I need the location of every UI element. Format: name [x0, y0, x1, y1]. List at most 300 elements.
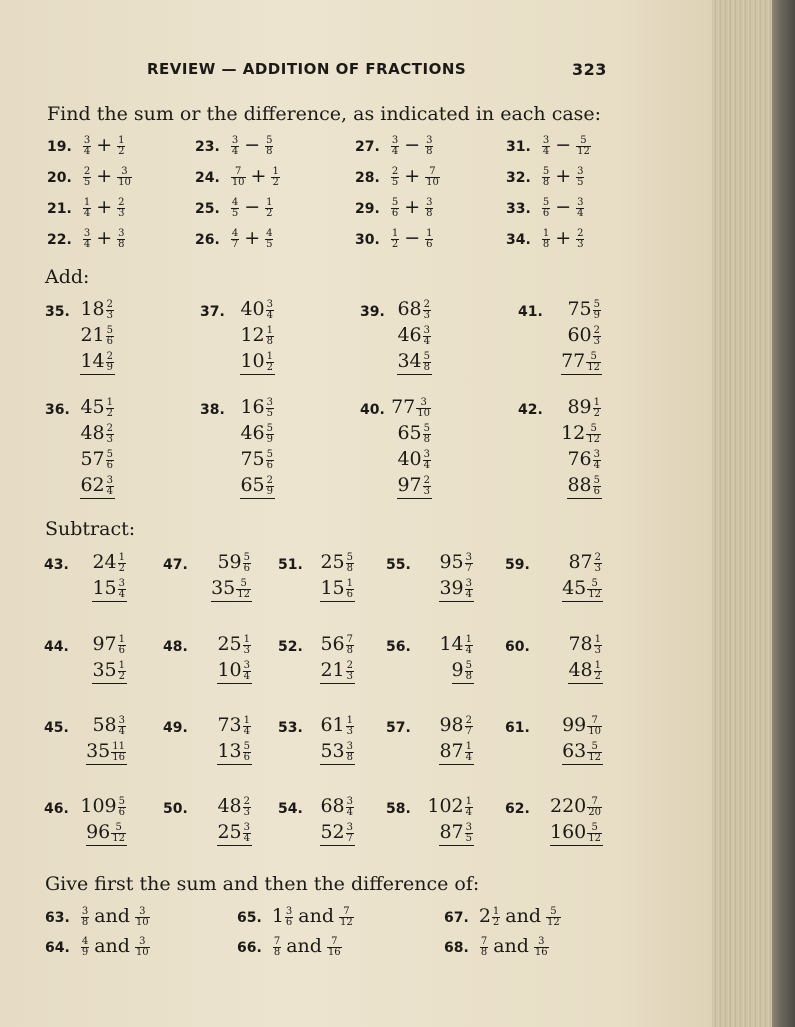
numerator: 5 — [576, 136, 591, 147]
fraction — [83, 229, 91, 250]
numerator: 3 — [577, 196, 584, 208]
whole-number: 160 — [550, 821, 587, 843]
expression — [541, 196, 586, 218]
denominator: 12 — [587, 361, 600, 373]
denominator: 8 — [266, 145, 273, 157]
connector-and: and — [94, 935, 130, 957]
fraction — [266, 326, 274, 347]
whole-number: 61 — [320, 714, 345, 736]
fraction — [346, 661, 354, 682]
denominator: 2 — [118, 145, 125, 157]
whole-number: 87 — [568, 551, 593, 573]
numerator: 5 — [587, 742, 602, 753]
fraction — [346, 579, 354, 600]
problem-number: 22. — [47, 232, 72, 248]
mixed-number — [320, 659, 355, 684]
numerator: 4 — [231, 227, 239, 239]
fraction — [425, 198, 433, 219]
operator: + — [96, 196, 113, 218]
mixed-number — [550, 795, 603, 818]
fraction — [391, 229, 399, 250]
mixed-number — [217, 795, 252, 818]
numerator: 5 — [546, 907, 561, 918]
fraction — [576, 198, 584, 219]
denominator: 3 — [594, 644, 601, 656]
mixed-number — [562, 740, 603, 765]
problem-number: 37. — [200, 304, 225, 320]
whole-number: 45 — [562, 577, 587, 599]
fraction — [231, 229, 239, 250]
expression — [230, 227, 275, 249]
denominator: 4 — [243, 725, 250, 737]
mixed-number — [80, 474, 115, 499]
numerator: 5 — [423, 422, 430, 434]
numerator: 4 — [266, 227, 273, 239]
problem-number: 32. — [506, 170, 531, 186]
mixed-number — [320, 821, 355, 846]
denominator: 8 — [426, 207, 433, 219]
mixed-number — [561, 350, 602, 375]
problem-number: 31. — [506, 139, 531, 155]
whole-number: 52 — [320, 821, 345, 843]
sum-difference-problem — [506, 165, 585, 188]
whole-number: 2 — [478, 905, 491, 927]
denominator: 12 — [588, 751, 601, 763]
fraction — [106, 424, 114, 445]
denominator: 10 — [417, 407, 430, 419]
mixed-number — [567, 396, 602, 419]
denominator: 4 — [593, 459, 600, 471]
and-problem — [444, 935, 550, 958]
numerator: 5 — [111, 823, 126, 834]
operator: − — [555, 196, 572, 218]
fraction — [542, 198, 550, 219]
page-number: 323 — [572, 60, 607, 79]
numerator: 7 — [346, 633, 353, 645]
denominator: 7 — [465, 725, 472, 737]
fraction — [587, 742, 602, 763]
mixed-number — [211, 577, 252, 602]
numerator: 5 — [465, 659, 472, 671]
whole-number: 40 — [240, 298, 265, 320]
fraction — [117, 136, 125, 157]
numerator: 1 — [272, 165, 279, 177]
expression — [82, 134, 127, 156]
numerator: 3 — [266, 298, 273, 310]
denominator: 6 — [243, 562, 250, 574]
denominator: 3 — [423, 309, 430, 321]
fraction — [118, 661, 126, 682]
numerator: 2 — [465, 714, 472, 726]
problem-number: 24. — [195, 170, 220, 186]
expression — [272, 935, 343, 957]
denominator: 5 — [231, 207, 239, 219]
fraction — [266, 424, 274, 445]
denominator: 3 — [243, 806, 250, 818]
numerator: 3 — [593, 448, 600, 460]
numerator: 2 — [83, 165, 91, 177]
fraction — [265, 198, 273, 219]
mixed-number — [439, 714, 474, 737]
denominator: 8 — [465, 670, 472, 682]
operator: + — [96, 227, 113, 249]
mixed-number — [568, 551, 603, 574]
problem-number: 40. — [360, 402, 385, 418]
expression — [390, 196, 435, 218]
numerator: 1 — [594, 659, 601, 671]
instruction-sum-then-difference: Give first the sum and then the difference of: — [45, 873, 480, 895]
whole-number: 21 — [80, 324, 105, 346]
expression — [272, 905, 355, 927]
numerator: 3 — [465, 551, 472, 563]
problem-number: 63. — [45, 910, 70, 926]
mixed-number — [92, 714, 127, 737]
numerator: 5 — [542, 165, 550, 177]
denominator: 8 — [542, 238, 550, 250]
fraction — [231, 167, 246, 188]
mixed-number — [217, 659, 252, 684]
denominator: 4 — [391, 145, 399, 157]
denominator: 6 — [391, 207, 399, 219]
whole-number: 102 — [427, 795, 464, 817]
instruction-subtract: Subtract: — [45, 518, 136, 540]
fraction — [339, 907, 354, 928]
mixed-number — [86, 821, 127, 846]
fraction — [118, 579, 126, 600]
fraction — [117, 198, 125, 219]
numerator: 3 — [83, 227, 91, 239]
sum-difference-problem — [47, 165, 133, 188]
fraction — [243, 742, 251, 763]
mixed-number — [397, 298, 432, 321]
whole-number: 12 — [561, 422, 586, 444]
problem-number: 21. — [47, 201, 72, 217]
fraction — [423, 424, 431, 445]
fraction — [273, 937, 281, 958]
mixed-number — [80, 448, 115, 471]
operator: + — [555, 165, 572, 187]
operator: + — [555, 227, 572, 249]
fraction — [391, 167, 399, 188]
denominator: 8 — [273, 946, 281, 958]
and-problem — [237, 935, 343, 958]
fraction — [106, 476, 114, 497]
mixed-number — [240, 324, 275, 347]
numerator: 5 — [391, 196, 399, 208]
denominator: 6 — [106, 335, 113, 347]
mixed-number — [397, 422, 432, 445]
denominator: 9 — [593, 309, 600, 321]
mixed-number — [568, 633, 603, 656]
whole-number: 58 — [92, 714, 117, 736]
fraction — [586, 424, 601, 445]
whole-number: 97 — [92, 633, 117, 655]
numerator: 3 — [117, 167, 132, 178]
connector-and: and — [493, 935, 529, 957]
denominator: 8 — [346, 644, 353, 656]
mixed-number — [561, 422, 602, 445]
mixed-number — [439, 551, 474, 574]
whole-number: 75 — [567, 298, 592, 320]
numerator: 5 — [236, 579, 251, 590]
numerator: 3 — [465, 821, 472, 833]
operator: − — [244, 196, 261, 218]
problem-number: 26. — [195, 232, 220, 248]
numerator: 3 — [346, 821, 353, 833]
operator: − — [244, 134, 261, 156]
numerator: 2 — [594, 551, 601, 563]
numerator: 4 — [81, 935, 89, 947]
mixed-number — [567, 448, 602, 471]
denominator: 7 — [346, 832, 353, 844]
fraction — [243, 797, 251, 818]
numerator: 2 — [106, 350, 113, 362]
denominator: 4 — [83, 145, 91, 157]
mixed-number — [427, 795, 474, 818]
denominator: 4 — [266, 309, 273, 321]
expression — [80, 935, 151, 957]
denominator: 10 — [135, 946, 149, 958]
problem-number: 64. — [45, 940, 70, 956]
numerator: 3 — [426, 134, 433, 146]
numerator: 5 — [586, 424, 601, 435]
numerator: 5 — [593, 474, 600, 486]
mixed-number — [320, 577, 355, 602]
numerator: 3 — [465, 577, 472, 589]
whole-number: 34 — [397, 350, 422, 372]
numerator: 1 — [465, 633, 472, 645]
numerator: 7 — [587, 716, 602, 727]
denominator: 10 — [588, 725, 601, 737]
mixed-number — [92, 551, 127, 574]
numerator: 5 — [587, 823, 602, 834]
numerator: 7 — [273, 935, 281, 947]
fraction — [266, 300, 274, 321]
denominator: 5 — [266, 407, 273, 419]
problem-number: 48. — [163, 639, 188, 655]
denominator: 8 — [423, 361, 430, 373]
problem-number: 66. — [237, 940, 262, 956]
fraction — [542, 229, 550, 250]
fraction — [271, 167, 279, 188]
denominator: 4 — [118, 588, 125, 600]
instruction-add: Add: — [45, 266, 90, 288]
instruction-sum-difference: Find the sum or the difference, as indicated in each case: — [47, 103, 602, 125]
problem-number: 30. — [355, 232, 380, 248]
numerator: 1 — [594, 633, 601, 645]
whole-number: 76 — [567, 448, 592, 470]
whole-number: 63 — [562, 740, 587, 762]
operator: − — [404, 227, 421, 249]
whole-number: 25 — [320, 551, 345, 573]
problem-number: 39. — [360, 304, 385, 320]
sum-difference-problem — [355, 134, 434, 157]
fraction — [594, 661, 602, 682]
mixed-number — [80, 396, 115, 419]
denominator: 4 — [423, 335, 430, 347]
fraction — [81, 907, 89, 928]
expression — [541, 134, 592, 156]
fraction — [593, 300, 601, 321]
denominator: 8 — [423, 433, 430, 445]
problem-number: 43. — [44, 557, 69, 573]
numerator: 3 — [106, 474, 113, 486]
fraction — [83, 198, 91, 219]
denominator: 2 — [266, 207, 273, 219]
whole-number: 88 — [567, 474, 592, 496]
whole-number: 46 — [240, 422, 265, 444]
numerator: 3 — [231, 134, 239, 146]
numerator: 1 — [106, 396, 113, 408]
mixed-number — [567, 474, 602, 499]
operator: + — [404, 165, 421, 187]
whole-number: 68 — [320, 795, 345, 817]
fraction — [480, 937, 488, 958]
operator: − — [555, 134, 572, 156]
mixed-number — [217, 740, 252, 765]
denominator: 5 — [391, 176, 399, 188]
expression — [541, 165, 586, 187]
problem-number: 55. — [386, 557, 411, 573]
whole-number: 109 — [80, 795, 117, 817]
mixed-number — [86, 740, 127, 765]
mixed-number — [567, 298, 602, 321]
problem-number: 42. — [518, 402, 543, 418]
fraction — [285, 907, 293, 928]
numerator: 3 — [423, 324, 430, 336]
fraction — [593, 326, 601, 347]
whole-number: 24 — [92, 551, 117, 573]
numerator: 2 — [106, 422, 113, 434]
problem-number: 28. — [355, 170, 380, 186]
problem-number: 51. — [278, 557, 303, 573]
denominator: 6 — [243, 751, 250, 763]
sum-difference-problem — [355, 196, 434, 219]
numerator: 3 — [577, 165, 584, 177]
fraction — [576, 229, 584, 250]
denominator: 2 — [391, 238, 399, 250]
numerator: 1 — [266, 196, 273, 208]
mixed-number — [92, 577, 127, 602]
fraction — [346, 553, 354, 574]
whole-number: 59 — [217, 551, 242, 573]
numerator: 7 — [339, 907, 354, 918]
denominator: 2 — [594, 670, 601, 682]
numerator: 5 — [593, 298, 600, 310]
problem-number: 45. — [44, 720, 69, 736]
whole-number: 98 — [439, 714, 464, 736]
numerator: 1 — [492, 905, 500, 917]
denominator: 3 — [423, 485, 430, 497]
denominator: 4 — [465, 644, 472, 656]
numerator: 5 — [266, 134, 273, 146]
denominator: 20 — [588, 806, 601, 818]
fraction — [346, 635, 354, 656]
whole-number: 77 — [391, 396, 416, 418]
denominator: 3 — [346, 670, 353, 682]
fraction — [135, 907, 150, 928]
connector-and: and — [286, 935, 322, 957]
denominator: 10 — [135, 916, 149, 928]
denominator: 2 — [118, 670, 125, 682]
whole-number: 97 — [397, 474, 422, 496]
whole-number: 21 — [320, 659, 345, 681]
numerator: 1 — [391, 227, 399, 239]
fraction — [423, 300, 431, 321]
mixed-number — [80, 350, 115, 375]
and-problem — [45, 935, 151, 958]
fraction — [346, 823, 354, 844]
whole-number: 95 — [439, 551, 464, 573]
operator: + — [244, 227, 261, 249]
denominator: 4 — [465, 588, 472, 600]
fraction — [243, 635, 251, 656]
fraction — [83, 167, 91, 188]
problem-number: 59. — [505, 557, 530, 573]
denominator: 8 — [542, 176, 550, 188]
numerator: 5 — [346, 551, 353, 563]
mixed-number — [391, 396, 432, 419]
whole-number: 15 — [92, 577, 117, 599]
numerator: 3 — [391, 134, 399, 146]
denominator: 8 — [266, 335, 273, 347]
fraction — [594, 635, 602, 656]
fraction — [236, 579, 251, 600]
denominator: 2 — [266, 361, 273, 373]
sum-difference-problem — [355, 227, 434, 250]
expression — [479, 935, 550, 957]
numerator: 1 — [593, 396, 600, 408]
fraction — [327, 937, 342, 958]
denominator: 12 — [547, 916, 560, 928]
fraction — [391, 136, 399, 157]
numerator: 5 — [266, 448, 273, 460]
denominator: 3 — [118, 207, 125, 219]
fraction — [542, 167, 550, 188]
fraction — [118, 553, 126, 574]
numerator: 3 — [135, 907, 150, 918]
mixed-number — [320, 795, 355, 818]
numerator: 7 — [327, 937, 342, 948]
expression — [541, 227, 586, 249]
numerator: 1 — [243, 633, 250, 645]
book-spine — [772, 0, 795, 1027]
denominator: 3 — [243, 644, 250, 656]
numerator: 3 — [423, 448, 430, 460]
whole-number: 35 — [211, 577, 236, 599]
problem-number: 58. — [386, 801, 411, 817]
mixed-number — [452, 659, 474, 684]
numerator: 2 — [118, 196, 125, 208]
numerator: 2 — [423, 298, 430, 310]
connector-and: and — [94, 905, 130, 927]
expression — [230, 196, 275, 218]
denominator: 10 — [231, 176, 245, 188]
numerator: 3 — [118, 714, 125, 726]
whole-number: 1 — [271, 905, 284, 927]
fraction — [243, 716, 251, 737]
fraction — [576, 167, 584, 188]
numerator: 1 — [243, 714, 250, 726]
numerator: 1 — [118, 134, 125, 146]
whole-number: 35 — [92, 659, 117, 681]
and-problem — [45, 905, 151, 928]
whole-number: 14 — [80, 350, 105, 372]
denominator: 12 — [112, 832, 125, 844]
fraction — [587, 823, 602, 844]
denominator: 16 — [534, 946, 548, 958]
denominator: 6 — [106, 459, 113, 471]
